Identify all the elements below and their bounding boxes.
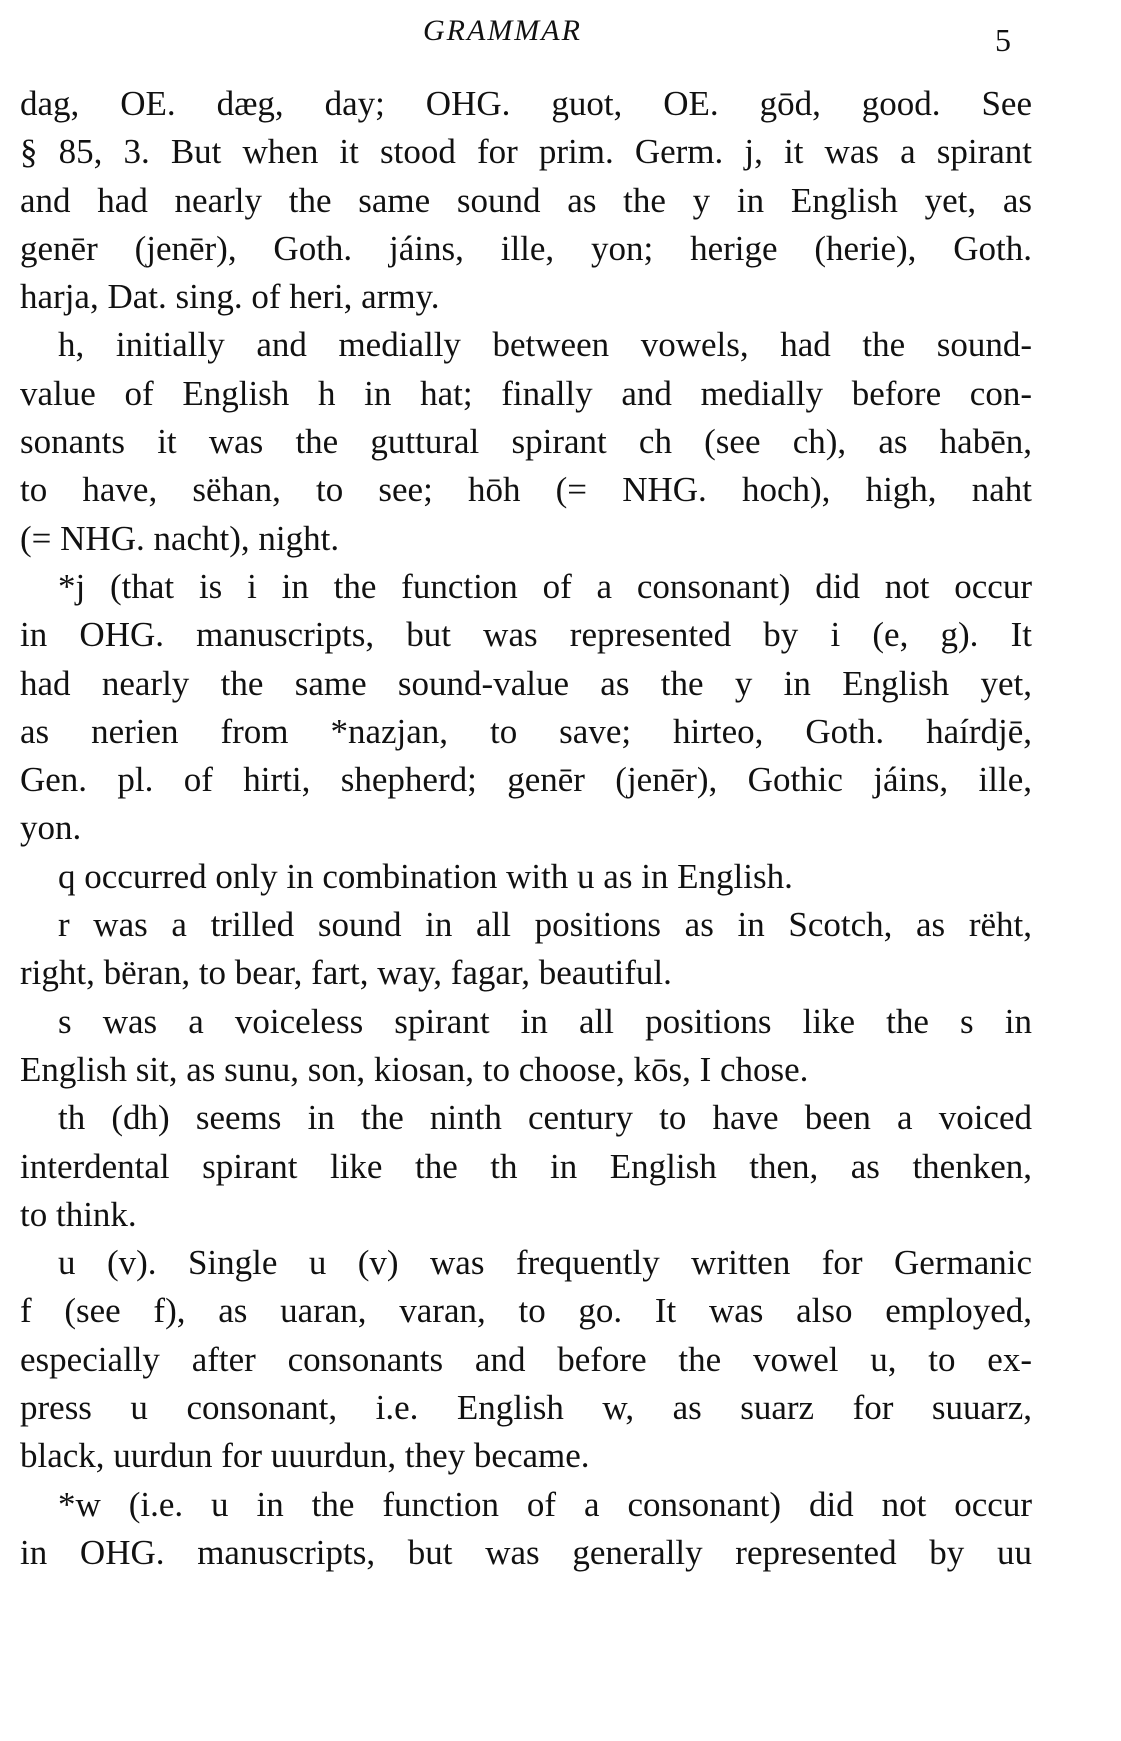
text-line: to think.	[20, 1194, 137, 1234]
paragraph-h-line: h, initially and medially between vowels, had the sound-	[58, 325, 1032, 365]
text-line: (= NHG. nacht), night.	[20, 518, 340, 558]
text-line: had nearly the same sound-value as the y in English yet,	[20, 663, 1032, 703]
text-line: Gen. pl. of hirti, shepherd; genēr (jenēr), Gothic jáins, ille,	[20, 760, 1032, 800]
running-header	[0, 14, 1121, 58]
paragraph-w-line: *w (i.e. u in the function of a consonant) did not occur	[58, 1484, 1032, 1524]
paragraph-s-line: s was a voiceless spirant in all positions like the s in	[58, 1001, 1032, 1041]
text-line: English sit, as sunu, son, kiosan, to choose, kōs, I chose.	[20, 1049, 809, 1089]
text-line: § 85, 3. But when it stood for prim. Germ. j, it was a spirant	[20, 132, 1032, 172]
text-line: and had nearly the same sound as the y in English yet, as	[20, 180, 1032, 220]
text-line: right, bëran, to bear, fart, way, fagar, beautiful.	[20, 953, 672, 993]
text-line: in OHG. manuscripts, but was represented by i (e, g). It	[20, 615, 1032, 655]
text-line: to have, sëhan, to see; hōh (= NHG. hoch), high, naht	[20, 470, 1032, 510]
paragraph-q-line: q occurred only in combination with u as in English.	[58, 856, 793, 896]
text-line: sonants it was the guttural spirant ch (see ch), as habēn,	[20, 422, 1032, 462]
page-number: 5	[995, 22, 1011, 58]
text-line: harja, Dat. sing. of heri, army.	[20, 277, 440, 317]
text-line: value of English h in hat; finally and medially before con-	[20, 373, 1032, 413]
text-line: f (see f), as uaran, varan, to go. It was also employed,	[20, 1291, 1032, 1331]
paragraph-r-line: r was a trilled sound in all positions as in Scotch, as rëht,	[58, 905, 1032, 945]
paragraph-j-line: *j (that is i in the function of a consonant) did not occur	[58, 566, 1032, 606]
running-title: GRAMMAR	[423, 14, 582, 47]
text-line: especially after consonants and before the vowel u, to ex-	[20, 1339, 1032, 1379]
text-line: as nerien from *nazjan, to save; hirteo, Goth. haírdjē,	[20, 711, 1032, 751]
text-line: genēr (jenēr), Goth. jáins, ille, yon; herige (herie), Goth.	[20, 228, 1032, 268]
text-line: in OHG. manuscripts, but was generally represented by uu	[20, 1532, 1032, 1572]
text-line: press u consonant, i.e. English w, as suarz for suuarz,	[20, 1388, 1032, 1428]
text-line: interdental spirant like the th in English then, as thenken,	[20, 1146, 1032, 1186]
paragraph-u-line: u (v). Single u (v) was frequently written for Germanic	[58, 1243, 1032, 1283]
paragraph-th-line: th (dh) seems in the ninth century to have been a voiced	[58, 1098, 1032, 1138]
text-line: yon.	[20, 808, 82, 848]
text-line: black, uurdun for uuurdun, they became.	[20, 1436, 590, 1476]
text-line: dag, OE. dæg, day; OHG. guot, OE. gōd, good. See	[20, 84, 1032, 123]
text-body	[20, 80, 1032, 1577]
